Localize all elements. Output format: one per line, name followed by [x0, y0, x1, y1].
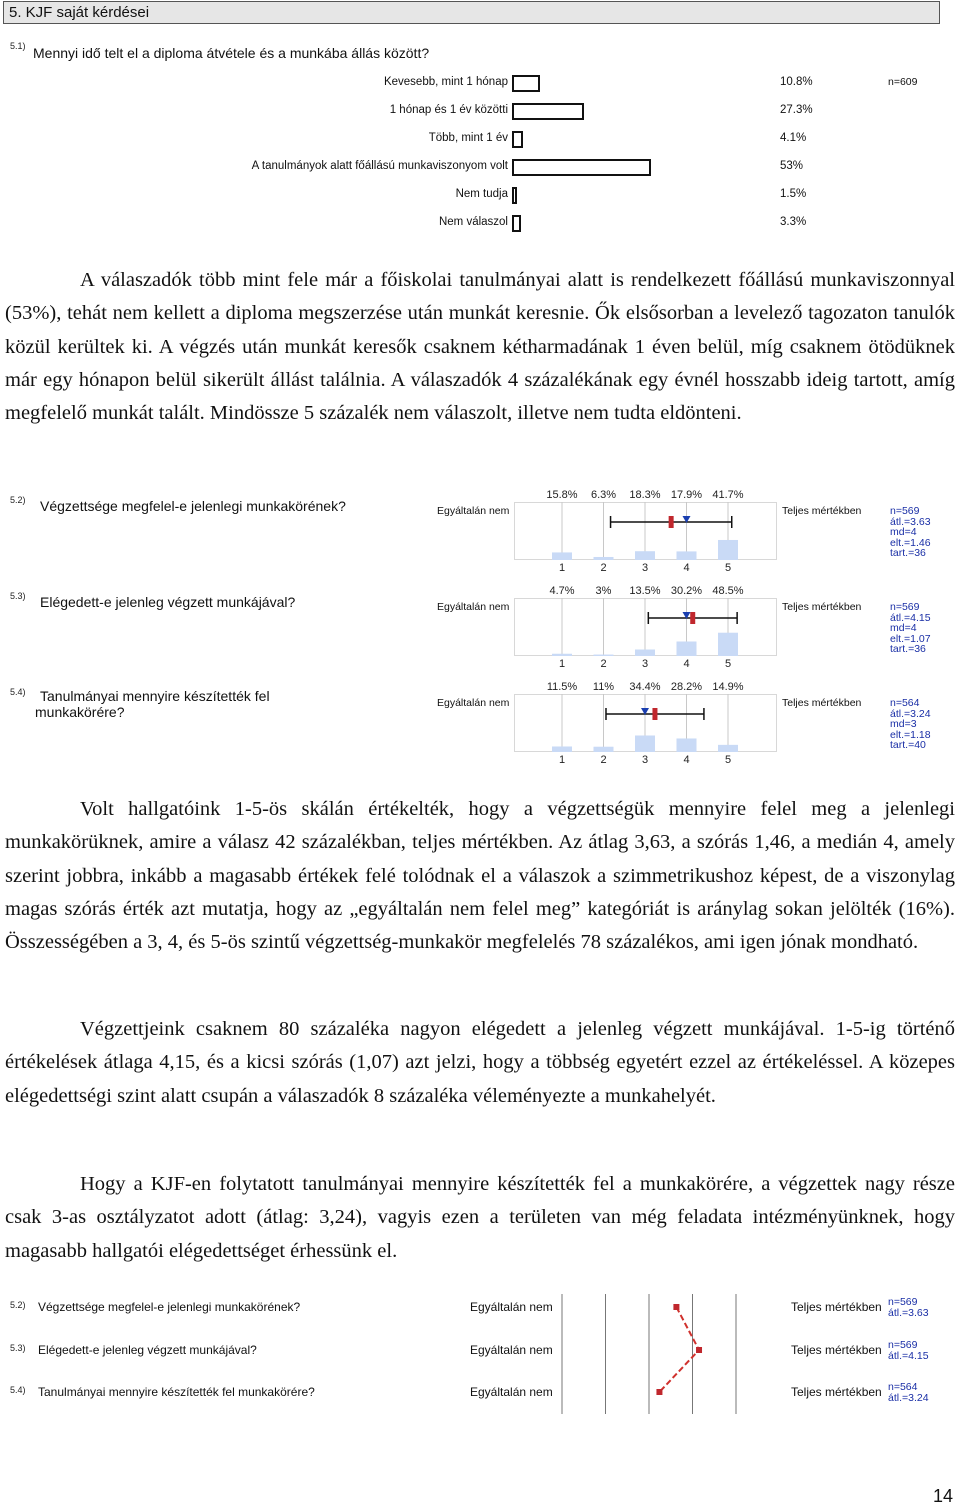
axis-tick-label: 3 — [641, 658, 649, 670]
category-label: 1 hónap és 1 év közötti — [389, 104, 508, 116]
question-number: 5.3) — [10, 1343, 26, 1353]
category-label: A tanulmányok alatt főállású munkaviszonyom volt — [251, 160, 508, 172]
question-number: 5.4) — [10, 687, 26, 697]
stat-label: átl.=4.15 — [888, 1350, 929, 1362]
stat-label: n=569 — [890, 505, 920, 517]
axis-tick-label: 4 — [683, 562, 690, 574]
question-text: Végzettsége megfelel-e jelenlegi munkakörének? — [38, 1300, 301, 1314]
bar-mark — [635, 650, 655, 656]
paragraph-block — [5, 793, 955, 959]
value-label: 41.7% — [712, 489, 744, 501]
axis-tick-label: 3 — [641, 562, 649, 574]
scale-right-label: Teljes mértékben — [782, 601, 862, 613]
value-label: 3% — [595, 585, 612, 597]
value-label: 1.5% — [780, 188, 807, 200]
question-text: Elégedett-e jelenleg végzett munkájával? — [40, 594, 296, 610]
scale-right-label: Teljes mértékben — [791, 1343, 882, 1357]
bar-mark — [594, 747, 614, 752]
paragraph-text: Végzettjeink csaknem 80 százaléka nagyon elégedett a jelenleg végzett munkájával. 1-5-ig történő értékelések átlaga 4,15, és a kicsi szórás (1,07) azt jelzi, hogy a többség egyetért ezzel az értékeléssel. A közepes elégedettségi szint alatt csupán a válaszadók 8 százaléka véleményezte a munkahelyét. — [5, 1018, 955, 1107]
scale-chart-panel — [514, 694, 777, 752]
question-number: 5.4) — [10, 1385, 26, 1395]
question-number: 5.3) — [10, 591, 26, 601]
bar-mark — [512, 159, 651, 176]
bar-mark — [512, 187, 517, 204]
stat-label: n=564 — [890, 697, 920, 709]
scale-right-label: Teljes mértékben — [782, 697, 862, 709]
value-label: 10.8% — [780, 76, 813, 88]
paragraph-text: Hogy a KJF-en folytatott tanulmányai mennyire készítették fel a munkakörére, a végzettek nagy része csak 3-as osztályzatot adott (átlag: 3,24), vagyis ezen a területen van még feladata intézményünknek, hogy magasabb hallgatói elégedettséget érhessünk el. — [5, 1173, 955, 1262]
scale-right-label: Teljes mértékben — [782, 505, 862, 517]
question-text: munkakörére? — [35, 704, 125, 720]
page-number: 14 — [933, 1486, 954, 1506]
scale-right-label: Teljes mértékben — [791, 1300, 882, 1314]
stat-label: tart.=40 — [890, 739, 926, 751]
bar-mark — [512, 103, 584, 120]
value-label: 14.9% — [712, 681, 744, 693]
scale-left-label: Egyáltalán nem — [437, 505, 510, 517]
value-label: 28.2% — [670, 681, 703, 693]
question-number: 5.1) — [10, 41, 26, 51]
stat-label: átl.=3.63 — [888, 1307, 929, 1319]
axis-tick-label: 4 — [683, 754, 690, 766]
bar-mark — [677, 551, 697, 560]
question-text: Végzettsége megfelel-e jelenlegi munkakörének? — [40, 498, 346, 514]
bar-mark — [512, 215, 521, 232]
bar-mark — [677, 738, 697, 752]
bar-mark — [718, 540, 738, 560]
value-label: 17.9% — [670, 489, 703, 501]
stat-label: md=4 — [890, 526, 917, 538]
scale-left-label: Egyáltalán nem — [470, 1343, 553, 1357]
scale-left-label: Egyáltalán nem — [470, 1300, 553, 1314]
paragraph-text: A válaszadók több mint fele már a főiskolai tanulmányai alatt is rendelkezett főállású munkaviszonnyal (53%), tehát nem kellett a diploma megszerzése után munkát keresnie. Ők elsősorban a levelező tagozaton tanulók közül kerültek ki. A végzés után munkát keresők csaknem kétharmadának 1 éven belül, míg csaknem ötödüknek már egy hónapon belül sikerült állást találnia. A válaszadók 4 százalékának egy évnél hosszabb ideig tartott, amíg megfelelő munkát talált. Mindössze 5 százalék nem válaszolt, illetve nem tudta eldönteni. — [5, 269, 955, 425]
value-label: 53% — [780, 160, 804, 172]
profile-line — [659, 1307, 699, 1392]
stat-label: elt.=1.07 — [890, 632, 931, 645]
axis-tick-label: 3 — [641, 754, 649, 766]
value-label: 18.3% — [629, 489, 661, 501]
stat-label: átl.=4.15 — [890, 611, 931, 624]
stat-label: n=569 — [890, 601, 920, 613]
paragraph — [5, 264, 955, 430]
category-label: Nem tudja — [455, 188, 508, 200]
mean-marker — [690, 612, 695, 624]
axis-tick-label: 1 — [558, 754, 566, 766]
bar-mark — [552, 746, 572, 752]
value-label: 11.5% — [546, 681, 578, 693]
value-label: 15.8% — [546, 489, 578, 501]
bar-mark — [512, 131, 523, 148]
bar-mark — [718, 633, 738, 656]
mean-marker — [669, 516, 674, 528]
axis-tick-label: 1 — [558, 562, 566, 574]
question-text: Tanulmányai mennyire készítették fel munkakörére? — [38, 1385, 315, 1399]
question-number: 5.2) — [10, 1300, 26, 1310]
scale-left-label: Egyáltalán nem — [437, 601, 510, 613]
profile-point — [673, 1304, 679, 1310]
stat-label: md=4 — [890, 622, 917, 634]
axis-tick-label: 5 — [724, 754, 732, 766]
profile-point — [656, 1389, 662, 1395]
question-number: 5.2) — [10, 495, 26, 505]
stat-label: n=569 — [888, 1339, 918, 1351]
question-text: Tanulmányai mennyire készítették fel — [40, 688, 270, 704]
value-label: 6.3% — [590, 489, 617, 501]
category-label: Nem válaszol — [438, 216, 508, 228]
scale-right-label: Teljes mértékben — [791, 1385, 882, 1399]
bar-mark — [635, 551, 655, 560]
bar-mark — [512, 75, 540, 92]
bar-mark — [635, 735, 655, 752]
value-label: 11% — [592, 681, 615, 693]
question-text: Elégedett-e jelenleg végzett munkájával? — [38, 1343, 257, 1357]
stat-label: n=564 — [888, 1381, 918, 1393]
stat-label: tart.=36 — [890, 643, 926, 655]
value-label: 34.4% — [629, 681, 661, 693]
stat-label: elt.=1.18 — [890, 728, 931, 741]
bar-mark — [677, 642, 697, 656]
value-label: 4.1% — [780, 132, 807, 144]
axis-tick-label: 2 — [600, 658, 607, 670]
stat-label: md=3 — [890, 718, 917, 730]
bar-mark — [552, 552, 572, 560]
bar-mark — [594, 557, 614, 560]
category-label: Kevesebb, mint 1 hónap — [383, 76, 508, 88]
n-label: n=609 — [888, 76, 918, 88]
bar-mark — [594, 655, 614, 656]
mean-marker — [652, 708, 657, 720]
category-label: Több, mint 1 év — [428, 132, 508, 144]
value-label: 48.5% — [712, 585, 744, 597]
stat-label: átl.=3.63 — [890, 515, 931, 528]
profile-svg — [540, 1290, 740, 1420]
stat-label: átl.=3.24 — [890, 707, 931, 720]
profile-point — [696, 1347, 702, 1353]
axis-tick-label: 1 — [558, 658, 566, 670]
question-text: Mennyi idő telt el a diploma átvétele és a munkába állás között? — [33, 45, 430, 61]
value-label: 3.3% — [780, 216, 807, 228]
scale-left-label: Egyáltalán nem — [470, 1385, 553, 1399]
section-title: 5. KJF saját kérdései — [3, 1, 940, 24]
axis-tick-label: 4 — [683, 658, 690, 670]
scale-chart-panel — [514, 598, 777, 656]
bar-mark — [552, 654, 572, 656]
stat-label: átl.=3.24 — [888, 1392, 929, 1404]
stat-label: tart.=36 — [890, 547, 926, 559]
paragraph-text: Volt hallgatóink 1-5-ös skálán értékelték, hogy a végzettségük mennyire felel meg a jelenlegi munkakörüknek, amire a válasz 42 százalékban, teljes mértékben. Az átlag 3,63, a szórás 1,46, a medián 4, amely szerint jobbra, inkább a magasabb értékek felé tolódnak el a válaszok a szimmetrikushoz képest, de a viszonylag magas szórás érték azt mutatja, hogy az „egyáltalán nem felel meg” kategóriát is aránylag sokan jelölték (16%). Összességében a 3, 4, és 5-ös szintű végzettség-munkakör megfelelés 78 százalékos, ami igen jónak mondható. — [5, 798, 955, 954]
paragraph-block — [5, 1168, 955, 1268]
scale-chart-panel — [514, 502, 777, 560]
scale-left-label: Egyáltalán nem — [437, 697, 510, 709]
value-label: 13.5% — [629, 585, 661, 597]
axis-tick-label: 2 — [600, 562, 607, 574]
value-label: 4.7% — [549, 585, 575, 597]
bar-mark — [718, 745, 738, 752]
axis-tick-label: 2 — [600, 754, 607, 766]
axis-tick-label: 5 — [724, 658, 732, 670]
axis-tick-label: 5 — [724, 562, 732, 574]
paragraph-block — [5, 1013, 955, 1113]
value-label: 30.2% — [670, 585, 703, 597]
value-label: 27.3% — [780, 104, 813, 116]
stat-label: n=569 — [888, 1296, 918, 1308]
stat-label: elt.=1.46 — [890, 536, 931, 549]
